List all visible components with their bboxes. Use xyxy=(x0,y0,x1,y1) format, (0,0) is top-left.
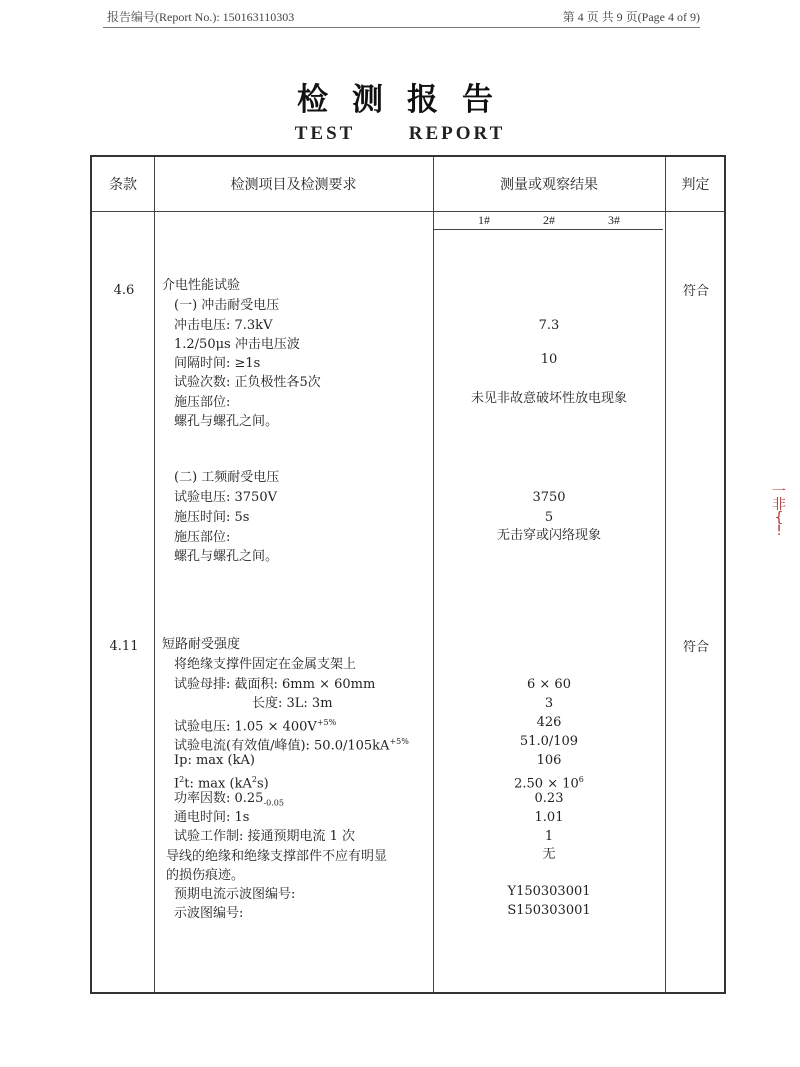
result-value: Y150303001 xyxy=(507,884,591,899)
clause-4-6: 4.6 xyxy=(113,283,135,298)
item-line: 施压部位: xyxy=(174,530,231,545)
verdict-4-6: 符合 xyxy=(682,284,709,299)
result-value: 无 xyxy=(542,847,556,862)
result-value: 0.23 xyxy=(534,791,564,806)
item-line: 施压时间: 5s xyxy=(174,510,250,525)
item-column-header: 检测项目及检测要求 xyxy=(230,177,357,193)
item-line: 通电时间: 1s xyxy=(174,810,250,825)
result-value: 3 xyxy=(544,696,554,711)
test-table xyxy=(90,155,726,994)
result-value: 426 xyxy=(536,715,562,730)
sample-labels xyxy=(433,211,665,229)
result-value: 1.01 xyxy=(534,810,564,825)
item-line: 螺孔与螺孔之间。 xyxy=(174,549,279,564)
report-title-en: TEST REPORT xyxy=(294,123,506,144)
item-line: 示波图编号: xyxy=(174,906,244,921)
clause-column-header: 条款 xyxy=(109,177,137,193)
item-line: 预期电流示波图编号: xyxy=(174,887,296,902)
report-number: 报告编号(Report No.): 150163110303 xyxy=(107,10,295,24)
result-value: 106 xyxy=(536,753,562,768)
result-value: 51.0/109 xyxy=(519,734,579,749)
item-line: 功率因数: $0.25_{-0.05}$ xyxy=(174,791,284,808)
sample-1-label: 1# xyxy=(478,212,490,227)
item-heading: 短路耐受强度 xyxy=(162,637,241,652)
item-line: 将绝缘支撑件固定在金属支架上 xyxy=(174,657,357,672)
col-divider xyxy=(433,157,434,992)
result-value: 7.3 xyxy=(538,318,560,333)
result-value: 未见非故意破坏性放电现象 xyxy=(470,391,627,406)
handwritten-signature: 一 非 { ! xyxy=(772,484,786,539)
result-value: 1 xyxy=(544,829,554,844)
item-line: 试验电压: $1.05 \times 400V^{+5\%}$ xyxy=(174,718,337,735)
item-line: Ip: max (kA) xyxy=(174,753,255,768)
item-subheading: (二) 工频耐受电压 xyxy=(174,470,280,485)
report-title-cn: 检测报告 xyxy=(297,82,517,118)
item-heading: 介电性能试验 xyxy=(162,278,241,293)
sample-3-label: 3# xyxy=(608,212,620,227)
sample-2-label: 2# xyxy=(543,212,555,227)
result-value: 3750 xyxy=(532,490,566,505)
item-line: 导线的绝缘和绝缘支撑部件不应有明显 xyxy=(166,849,388,864)
subheader-divider xyxy=(433,229,663,230)
verdict-4-11: 符合 xyxy=(682,640,709,655)
clause-4-11: 4.11 xyxy=(109,639,139,654)
item-line: 试验电流(有效值/峰值): $50.0/105kA^{+5\%}$ xyxy=(174,737,409,754)
item-line: 试验次数: 正负极性各5次 xyxy=(174,375,321,390)
item-line: 长度: 3L: 3m xyxy=(252,696,333,711)
item-line: 间隔时间: ≥1s xyxy=(174,356,261,371)
item-subheading: (一) 冲击耐受电压 xyxy=(174,298,280,313)
result-value: 无击穿或闪络现象 xyxy=(496,528,601,543)
header-divider xyxy=(103,27,700,28)
item-line: 试验工作制: 接通预期电流 1 次 xyxy=(174,829,356,844)
item-line: 试验电压: 3750V xyxy=(174,490,277,505)
result-value: 10 xyxy=(540,352,558,367)
item-line: 冲击电压: 7.3kV xyxy=(174,318,273,333)
item-line: 施压部位: xyxy=(174,395,231,410)
result-value: S150303001 xyxy=(507,903,591,918)
item-line: 螺孔与螺孔之间。 xyxy=(174,414,279,429)
item-line: 的损伤痕迹。 xyxy=(166,868,245,883)
item-line: $I^2t$: $\max (kA^2s)$ xyxy=(174,775,269,792)
item-line: 试验母排: 截面积: 6mm × 60mm xyxy=(174,677,376,692)
result-column-header: 测量或观察结果 xyxy=(500,177,598,193)
item-line: 1.2/50μs 冲击电压波 xyxy=(174,337,300,352)
result-value: 6 × 60 xyxy=(527,677,571,692)
result-value: 5 xyxy=(544,510,554,525)
verdict-column-header: 判定 xyxy=(681,177,710,193)
result-value: $2.50 \times 10^6$ xyxy=(514,775,584,792)
page-indicator: 第 4 页 共 9 页(Page 4 of 9) xyxy=(562,10,700,24)
